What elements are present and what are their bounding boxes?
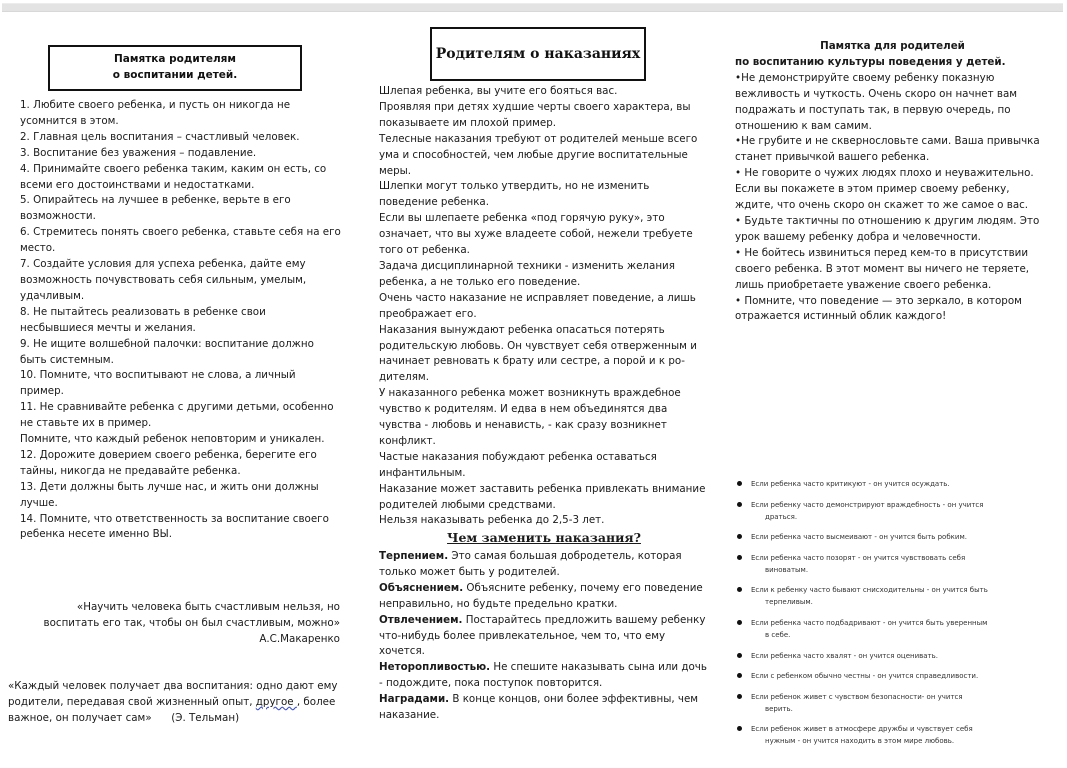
list-item (736, 691, 1036, 715)
col2-paragraphs (379, 84, 709, 529)
list-item-continuation: виноватым. (765, 565, 809, 574)
col2-paragraph: Телесные наказания требуют от родителей меньше всего ума и способностей, чем любые другие воспитательные меры. (379, 132, 698, 177)
list-item-text: Если ребенок живет с чувством безопасности- он учится (751, 692, 963, 701)
quote-makarenko (22, 600, 340, 648)
alternative-text: Объясните ребенку, почему его поведение неправильно, но будьте предельно кратки. (379, 581, 703, 610)
list-item (736, 478, 1036, 490)
col3-bullet: •Не демонстрируйте своему ребенку показную вежливость и чуткость. Очень скоро он начнет вам подражать и поступать так, в первую очередь, по отношению к вам самим. (735, 71, 1018, 132)
col1-item: Помните, что каждый ребенок неповторим и уникален. (20, 433, 325, 446)
col1-item: 5. Опирайтесь на лучшее в ребенке, верьте в его возможности. (20, 194, 291, 223)
col1-title-line2: о воспитании детей. (112, 69, 238, 81)
list-item-text: Если ребенка часто подбадривают - он учится быть уверенным (751, 618, 988, 627)
top-scroll-bar (2, 3, 1063, 12)
list-item-text: Если ребенка часто критикуют - он учится осуждать. (751, 480, 950, 488)
alternative-item (379, 581, 709, 613)
alternative-term: Объяснением. (379, 581, 464, 594)
col2-title: Родителям о наказаниях (435, 46, 641, 62)
col3-bullet: •Не грубите и не сквернословьте сами. Ваша привычка станет привычкой вашего ребенка. (735, 135, 1040, 164)
col2-paragraph: Проявляя при детях худшие черты своего характера, вы показываете им плохой пример. (379, 100, 691, 129)
col1-item: 9. Не ищите волшебной палочки: воспитание должно быть системным. (20, 337, 314, 366)
list-item-continuation: нужным - он учится находить в этом мире любовь. (765, 737, 955, 746)
col1-item: 12. Дорожите доверием своего ребенка, берегите его тайны, никогда не предавайте ребенка. (20, 448, 317, 477)
col3-bullet: • Не бойтесь извиниться перед кем-то в присутствии своего ребенка. В этот момент вы ничего не теряете, лишь приобретаете уважение своего ребенка. (735, 246, 1030, 291)
col2-paragraph: У наказанного ребенка может возникнуть враждебное чувство к родителям. И едва в нем объединятся два чувства - любовь и ненависть, - как сразу возникнет конфликт. (379, 387, 681, 447)
list-item (736, 499, 1036, 523)
list-item-text: Если с ребенком обычно честны - он учится справедливости. (751, 672, 979, 681)
list-item (736, 584, 1036, 608)
col2-paragraph: Очень часто наказание не исправляет поведение, а лишь преображает его. (379, 291, 696, 320)
alternative-term: Отвлечением. (379, 613, 463, 626)
quote-author: (Э. Тельман) (171, 711, 240, 724)
alternative-text: В конце концов, они более эффективны, чем наказание. (379, 693, 699, 722)
col1-title-line1: Памятка родителям (114, 53, 236, 65)
col2-paragraph: Шлепая ребенка, вы учите его бояться вас. (379, 85, 618, 97)
list-item-text: Если к ребенку часто бывают снисходительны - он учится быть (751, 586, 988, 595)
list-item-continuation: драться. (765, 512, 798, 521)
col2-paragraph: Нельзя наказывать ребенка до 2,5-3 лет. (379, 514, 605, 527)
list-item-text: Если ребенка часто позорят - он учится чувствовать себя (751, 553, 966, 562)
quote-author: А.С.Макаренко (259, 632, 340, 645)
col1-item: 11. Не сравнивайте ребенка с другими детьми, особенно не ставьте их в пример. (20, 401, 334, 430)
col1-item: 10. Помните, что воспитывают не слова, а личный пример. (20, 369, 296, 398)
alternative-item (379, 613, 709, 661)
col1-item: 13. Дети должны быть лучше нас, и жить они должны лучше. (20, 480, 319, 509)
col2-alternatives (379, 529, 709, 724)
col2-title-box (430, 27, 646, 81)
alternative-term: Неторопливостью. (379, 661, 491, 674)
list-item-text: Если ребенку часто демонстрируют враждебность - он учится (751, 500, 984, 509)
alternative-text: Это самая большая добродетель, которая только может быть у родителей. (379, 550, 682, 578)
alternative-item (379, 692, 709, 724)
col2-paragraph: Задача дисциплинарной техники - изменить желания ребенка, а не только его поведение. (379, 259, 675, 288)
col3-bullet: • Не говорите о чужих людях плохо и неуважительно. Если вы покажете в этом пример своему ребенку, ждите, что очень скоро он скажет то же самое о вас. (735, 167, 1034, 212)
list-item (736, 723, 1036, 747)
alternative-text: Не спешите наказывать сына или дочь - подождите, пока поступок повторится. (379, 661, 707, 690)
list-item (736, 531, 1036, 543)
list-item-text: Если ребенок живет в атмосфере дружбы и чувствует себя (751, 725, 973, 734)
col2-paragraph: Наказание может заставить ребенка привлекать внимание родителей любыми средствами. (379, 482, 706, 511)
quote-text: «Научить человека быть счастливым нельзя, но воспитать его так, чтобы он был счастливым, можно» (43, 601, 340, 629)
list-item-text: Если ребенка часто хвалят - он учится оценивать. (751, 651, 938, 660)
col2-paragraph: Частые наказания побуждают ребенка оставаться инфантильным. (379, 450, 657, 479)
alternative-term: Наградами. (379, 693, 450, 706)
col3-bullet: • Будьте тактичны по отношению к другим людям. Это урок вашему ребенку добра и человечности. (735, 214, 1040, 243)
col3-title-line1: Памятка для родителей (820, 40, 965, 52)
list-item-continuation: верить. (765, 704, 793, 713)
alternative-term: Терпением. (379, 550, 449, 562)
child-learns-list (736, 478, 1036, 756)
quote-text-after: , более важное, он получает сам» (8, 695, 336, 724)
col1-list (20, 98, 342, 543)
col1-item: 4. Принимайте своего ребенка таким, каким он есть, со всеми его достоинствами и недостатками. (20, 162, 327, 191)
quote-thalmann (8, 679, 348, 727)
list-item (736, 617, 1036, 641)
list-item-continuation: терпеливым. (765, 598, 813, 607)
col1-item: 8. Не пытайтесь реализовать в ребенке свои несбывшиеся мечты и желания. (20, 305, 266, 334)
col1-item: 1. Любите своего ребенка, и пусть он никогда не усомнится в этом. (20, 99, 291, 127)
col1-item: 2. Главная цель воспитания – счастливый человек. (20, 130, 300, 143)
col3-memo (735, 39, 1050, 325)
quote-text-before: «Каждый человек получает два воспитания: одно дают ему родители, передавая свой жизненный опыт, (8, 680, 338, 708)
spellcheck-underlined-word[interactable]: другое (255, 695, 297, 708)
col3-bullet: • Помните, что поведение — это зеркало, в котором отражается истинный облик каждого! (735, 294, 1022, 323)
list-item (736, 670, 1036, 682)
list-item (736, 552, 1036, 576)
col1-item: 14. Помните, что ответственность за воспитание своего ребенка несете именно ВЫ. (20, 512, 329, 541)
col1-item: 7. Создайте условия для успеха ребенка, дайте ему возможность почувствовать себя сильным, умелым, удачливым. (20, 258, 307, 302)
col1-title-box (48, 45, 302, 91)
col2-paragraph: Шлепки могут только утвердить, но не изменить поведение ребенка. (379, 180, 650, 209)
alternatives-heading: Чем заменить наказания? (447, 530, 641, 545)
list-item-continuation: в себе. (765, 630, 791, 639)
col2-paragraph: Наказания вынуждают ребенка опасаться потерять родительскую любовь. Он чувствует себя отверженным и начинает ревновать к брату или сестре, а порой и к ро-дителям. (379, 323, 697, 384)
alternative-text: Постарайтесь предложить вашему ребенку что-нибудь более привлекательное, чем то, что ему хочется. (379, 613, 706, 658)
alternative-item (379, 660, 709, 692)
col1-item: 3. Воспитание без уважения – подавление. (20, 146, 257, 159)
list-item-text: Если ребенка часто высмеивают - он учится быть робким. (751, 533, 967, 542)
col2-paragraph: Если вы шлепаете ребенка «под горячую руку», это означает, что вы хуже владеете собой, нежели требуете того от ребенка. (379, 212, 693, 257)
alternative-item (379, 549, 709, 581)
col3-title-line2: по воспитанию культуры поведения у детей. (735, 55, 1006, 68)
col1-item: 6. Стремитесь понять своего ребенка, ставьте себя на его место. (20, 226, 341, 255)
list-item (736, 650, 1036, 662)
